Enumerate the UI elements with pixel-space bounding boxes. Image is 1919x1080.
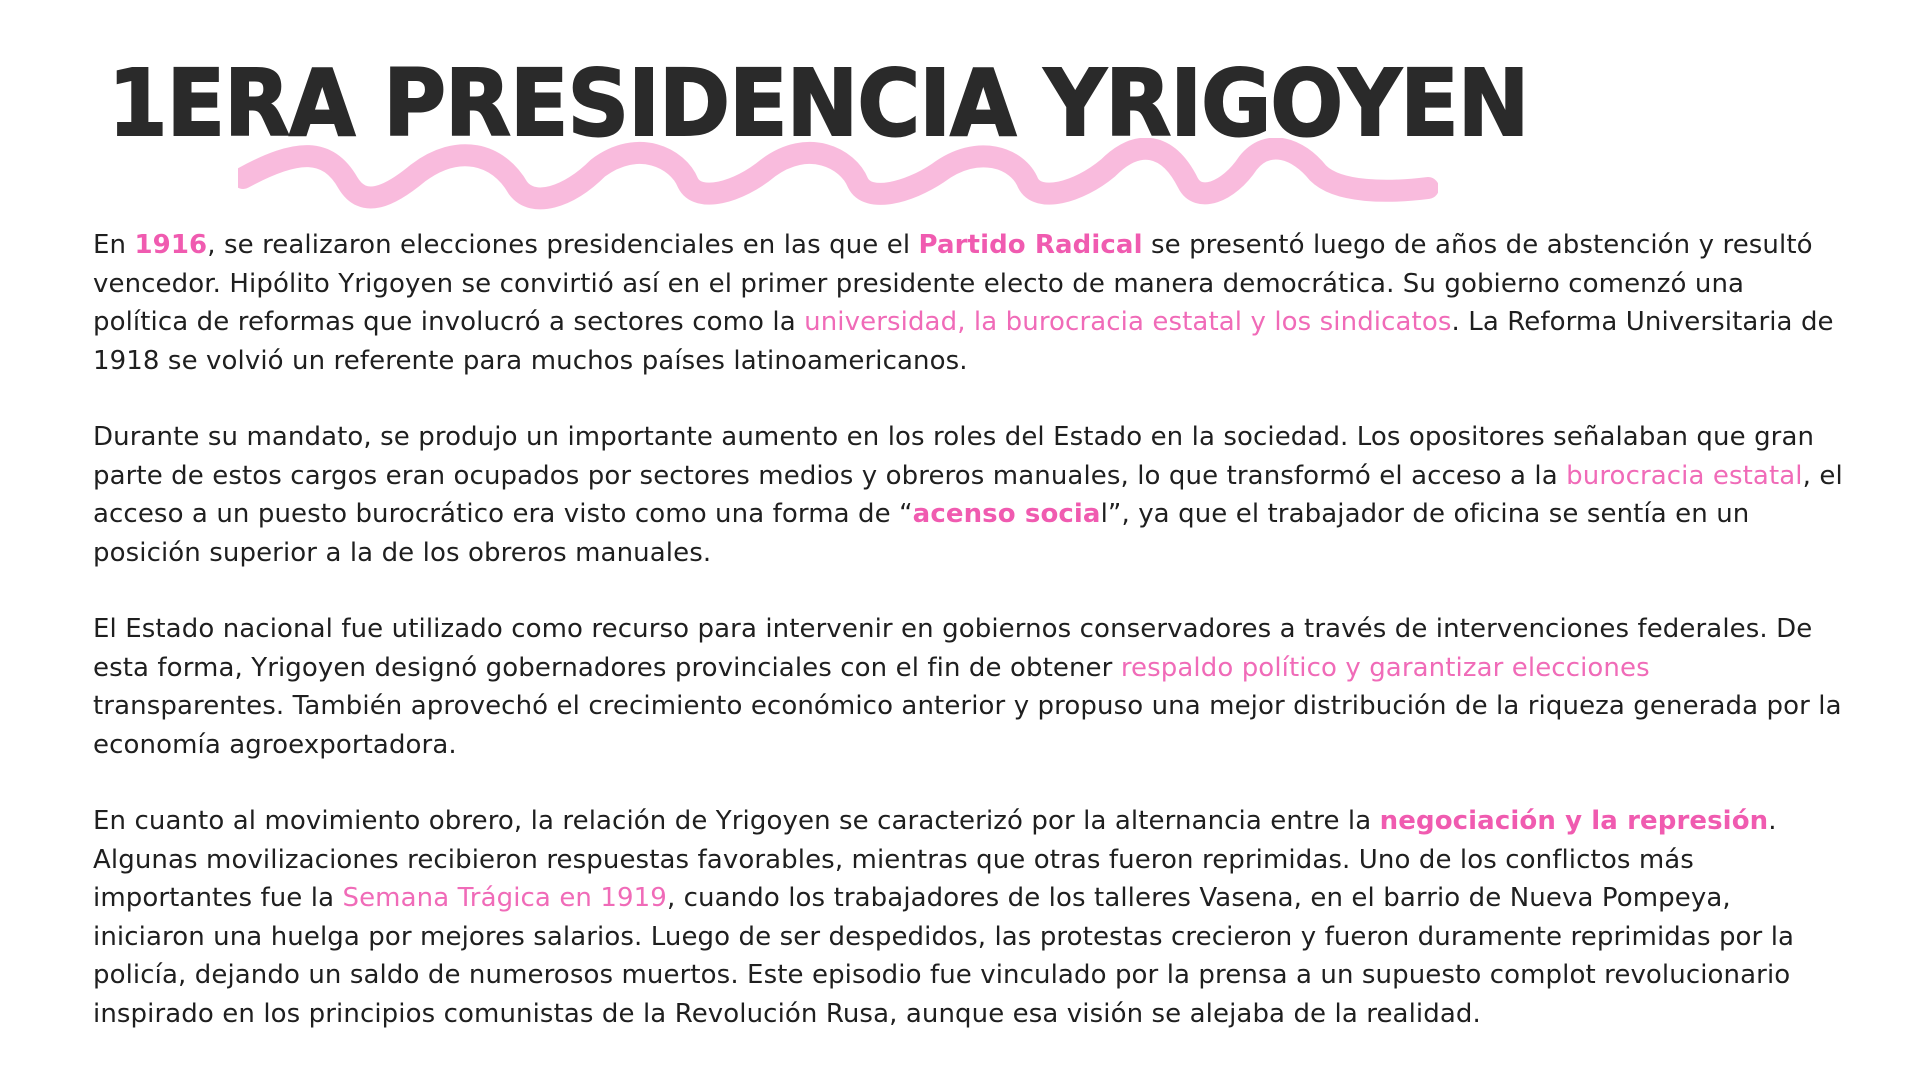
text-segment: , el acceso a un puesto burocrático era visto como una forma de “ <box>93 460 1843 529</box>
text-segment: , se realizaron elecciones presidenciales en las que el <box>207 230 919 260</box>
text-segment: En <box>93 230 135 260</box>
highlight-sectores: universidad, la burocracia estatal y los sindicatos <box>804 307 1452 337</box>
paragraph-2 <box>93 418 1843 572</box>
text-segment: . Algunas movilizaciones recibieron respuestas favorables, mientras que otras fueron reprimidas. Uno de los conflictos más importantes fue la <box>93 806 1777 913</box>
text-segment: transparentes. También aprovechó el crecimiento económico anterior y propuso una mejor distribución de la riqueza generada por la economía agroexportadora. <box>93 691 1842 760</box>
title-block <box>108 50 1529 208</box>
text-segment: Durante su mandato, se produjo un importante aumento en los roles del Estado en la sociedad. Los opositores señalaban que gran parte de estos cargos eran ocupados por sectores medios y obreros manuales, lo que transformó el acceso a la <box>93 422 1815 491</box>
highlight-acenso-social: acenso socia <box>912 499 1101 529</box>
highlight-negociacion-represion: negociación y la represión <box>1379 806 1769 836</box>
highlight-year-1916: 1916 <box>134 230 208 260</box>
text-segment: l”, ya que el trabajador de oficina se sentía en un posición superior a la de los obreros manuales. <box>93 499 1750 568</box>
highlight-partido-radical: Partido Radical <box>918 230 1143 260</box>
text-segment: . La Reforma Universitaria de 1918 se volvió un referente para muchos países latinoamericanos. <box>93 307 1834 376</box>
text-segment: , cuando los trabajadores de los talleres Vasena, en el barrio de Nueva Pompeya, iniciaron una huelga por mejores salarios. Luego de ser despedidos, las protestas crecieron y fueron duramente reprimidas por la policía, dejando un saldo de numerosos muertos. Este episodio fue vinculado por la prensa a un supuesto complot revolucionario inspirado en los principios comunistas de la Revolución Rusa, aunque esa visión se alejaba de la realidad. <box>93 883 1795 1029</box>
paragraph-3 <box>93 610 1843 764</box>
text-segment: El Estado nacional fue utilizado como recurso para intervenir en gobiernos conservadores a través de intervenciones federales. De esta forma, Yrigoyen designó gobernadores provinciales con el fin de obtener <box>93 614 1813 683</box>
text-segment: En cuanto al movimiento obrero, la relación de Yrigoyen se caracterizó por la alternancia entre la <box>93 806 1380 836</box>
page-title: 1ERA PRESIDENCIA YRIGOYEN <box>108 50 1529 157</box>
document-body <box>93 226 1843 1071</box>
paragraph-1 <box>93 226 1843 380</box>
paragraph-4 <box>93 802 1843 1033</box>
highlight-burocracia-estatal: burocracia estatal <box>1566 460 1803 491</box>
text-segment: se presentó luego de años de abstención y resultó vencedor. Hipólito Yrigoyen se convirtió así en el primer presidente electo de manera democrática. Su gobierno comenzó una política de reformas que involucró a sectores como la <box>93 230 1813 337</box>
highlight-semana-tragica: Semana Trágica en 1919 <box>342 883 667 913</box>
highlight-respaldo-politico: respaldo político y garantizar elecciones <box>1120 652 1650 683</box>
